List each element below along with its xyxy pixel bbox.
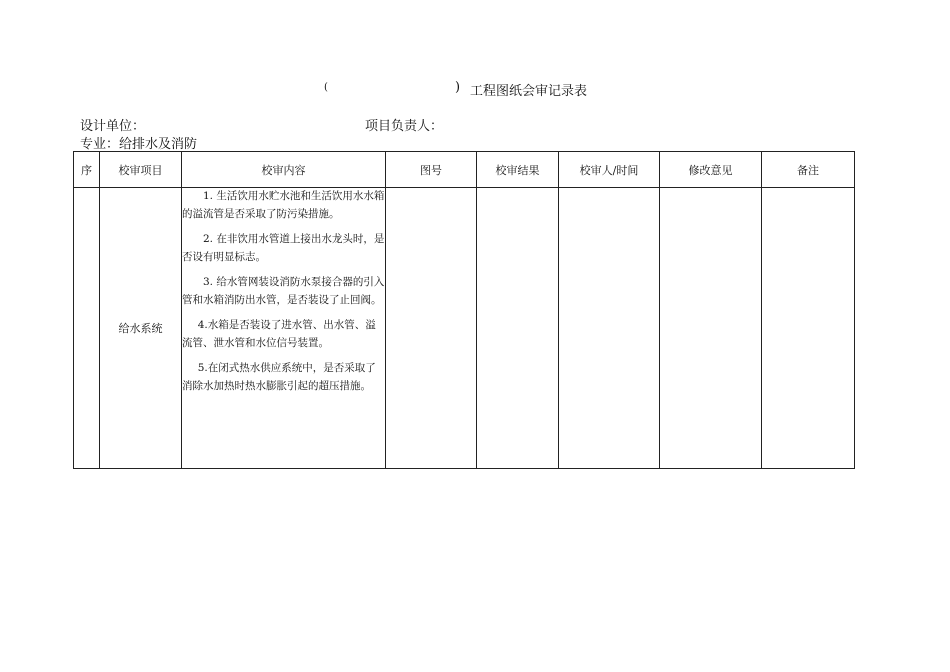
title-text: 工程图纸会审记录表	[470, 84, 588, 99]
content-item-5: 5.在闭式热水供应系统中，是否采取了消除水加热时热水膨胀引起的超压措施。	[182, 362, 376, 392]
specialty-label: 专业：给排水及消防	[80, 137, 198, 152]
cell-revision-opinion	[660, 188, 762, 469]
col-header-reviewer-time: 校审人/时间	[559, 152, 660, 188]
content-item-1: 1. 生活饮用水贮水池和生活饮用水水箱的溢流管是否采取了防污染措施。	[182, 190, 385, 220]
cell-review-content	[182, 188, 386, 469]
content-item-3: 3. 给水管网装设消防水泵接合器的引入管和水箱消防出水管，是否装设了止回阀。	[182, 276, 385, 306]
col-header-remark: 备注	[762, 152, 855, 188]
content-item-2: 2. 在非饮用水管道上接出水龙头时，是否设有明显标志。	[182, 233, 385, 263]
cell-review-item: 给水系统	[100, 188, 182, 469]
col-header-drawing-no: 图号	[386, 152, 477, 188]
col-header-review-item: 校审项目	[100, 152, 182, 188]
cell-drawing-no	[386, 188, 477, 469]
col-header-review-content: 校审内容	[182, 152, 386, 188]
review-table	[73, 151, 855, 469]
cell-review-result	[477, 188, 559, 469]
cell-remark	[762, 188, 855, 469]
col-header-review-result: 校审结果	[477, 152, 559, 188]
table-header-row	[74, 152, 855, 188]
title-open-paren: (	[324, 82, 328, 93]
content-item-4: 4.水箱是否装设了进水管、出水管、溢流管、泄水管和水位信号装置。	[182, 319, 376, 349]
cell-reviewer-time	[559, 188, 660, 469]
table-row	[74, 188, 855, 469]
col-header-seq: 序	[74, 152, 100, 188]
title-close-paren: )	[455, 80, 461, 95]
project-lead-label: 项目负责人：	[365, 119, 444, 134]
cell-seq	[74, 188, 100, 469]
design-unit-label: 设计单位：	[80, 119, 146, 134]
col-header-revision-opinion: 修改意见	[660, 152, 762, 188]
